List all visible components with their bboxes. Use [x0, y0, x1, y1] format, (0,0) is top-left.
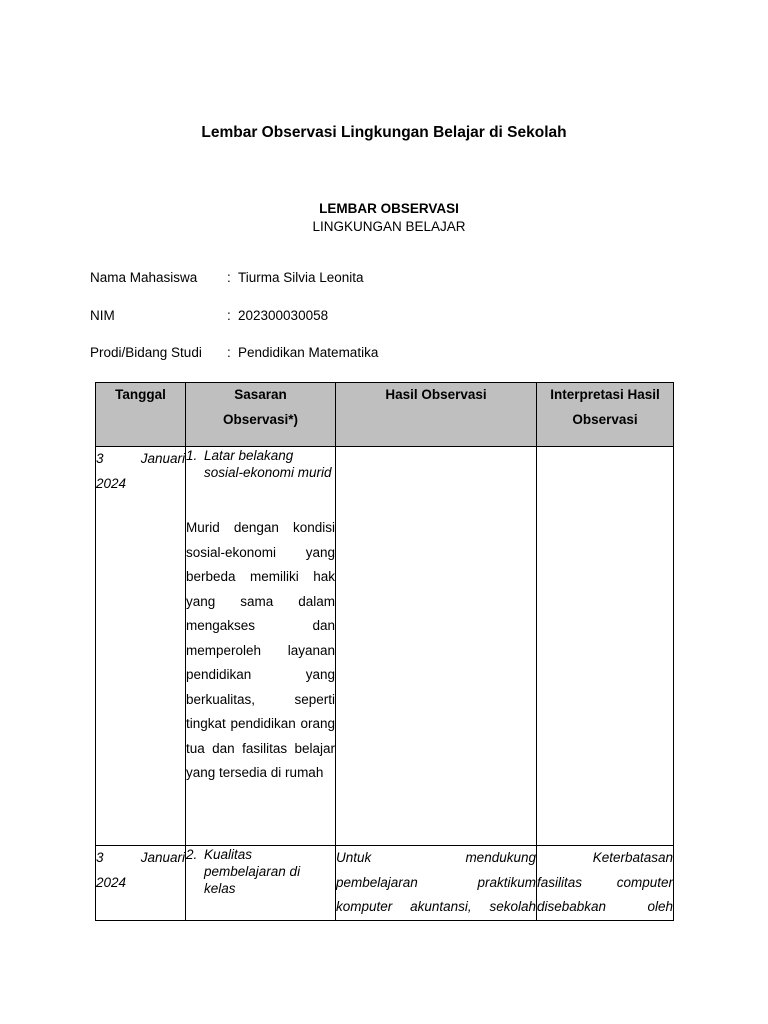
interpretation-line: Keterbatasan — [592, 850, 673, 865]
result-line: Untuk mendukung — [336, 850, 536, 865]
interpretation-cell — [537, 447, 674, 846]
date-day: 3 — [96, 451, 104, 466]
student-nim-label: NIM — [90, 308, 115, 323]
target-number: 1. — [186, 448, 198, 463]
target-title: Latar belakang sosial-ekonomi murid — [204, 448, 332, 480]
student-prodi-label: Prodi/Bidang Studi — [90, 345, 202, 360]
date-day: 3 — [96, 850, 104, 865]
header-target-line1: Sasaran — [234, 387, 287, 402]
target-title: Kualitas pembelajaran di kelas — [204, 847, 301, 896]
table-row — [96, 447, 674, 846]
header-interp-line1: Interpretasi Hasil — [550, 387, 660, 402]
student-name-label: Nama Mahasiswa — [90, 270, 198, 285]
result-line: pembelajaran praktikum — [336, 874, 536, 890]
date-year: 2024 — [96, 475, 127, 491]
interpretation-cell — [537, 846, 674, 921]
student-name-value: Tiurma Silvia Leonita — [238, 270, 364, 285]
sheet-subheading: LINGKUNGAN BELAJAR — [312, 219, 466, 234]
header-result-label: Hasil Observasi — [385, 387, 487, 402]
target-item — [186, 846, 335, 897]
sheet-heading: LEMBAR OBSERVASI — [319, 201, 459, 216]
document-title: Lembar Observasi Lingkungan Belajar di Sekolah — [201, 124, 567, 141]
date-cell — [96, 846, 186, 921]
header-interpretation — [537, 383, 674, 447]
header-interp-line2: Observasi — [572, 411, 638, 427]
date-cell — [96, 447, 186, 846]
result-cell — [336, 846, 537, 921]
target-number: 2. — [186, 847, 198, 862]
table-header-row — [96, 383, 674, 447]
separator: : — [227, 308, 231, 323]
target-cell — [186, 447, 336, 846]
header-result — [336, 383, 537, 447]
header-target — [186, 383, 336, 447]
separator: : — [227, 345, 231, 360]
header-target-line2: Observasi*) — [222, 411, 299, 427]
interpretation-line: disebabkan oleh — [537, 899, 673, 914]
date-year: 2024 — [96, 874, 127, 890]
header-date-label: Tanggal — [115, 387, 166, 402]
table-row — [96, 846, 674, 921]
student-nim-value: 202300030058 — [238, 308, 329, 323]
result-cell — [336, 447, 537, 846]
student-prodi-value: Pendidikan Matematika — [238, 345, 379, 360]
target-description: Murid dengan kondisi sosial-ekonomi yang berbeda memiliki hak yang sama dalam mengakses dan memperoleh layanan pendidikan yang berkualitas, seperti tingkat pendidikan orang tua dan fasilitas belajar yang tersedia di rumah — [186, 520, 335, 780]
header-date — [96, 383, 186, 447]
date-month: Januari — [140, 850, 185, 865]
interpretation-line: fasilitas computer — [537, 874, 673, 890]
date-month: Januari — [140, 451, 185, 466]
result-line: komputer akuntansi, sekolah — [336, 899, 536, 914]
target-item — [186, 447, 335, 481]
observation-table — [95, 382, 674, 921]
separator: : — [227, 270, 231, 285]
target-cell — [186, 846, 336, 921]
